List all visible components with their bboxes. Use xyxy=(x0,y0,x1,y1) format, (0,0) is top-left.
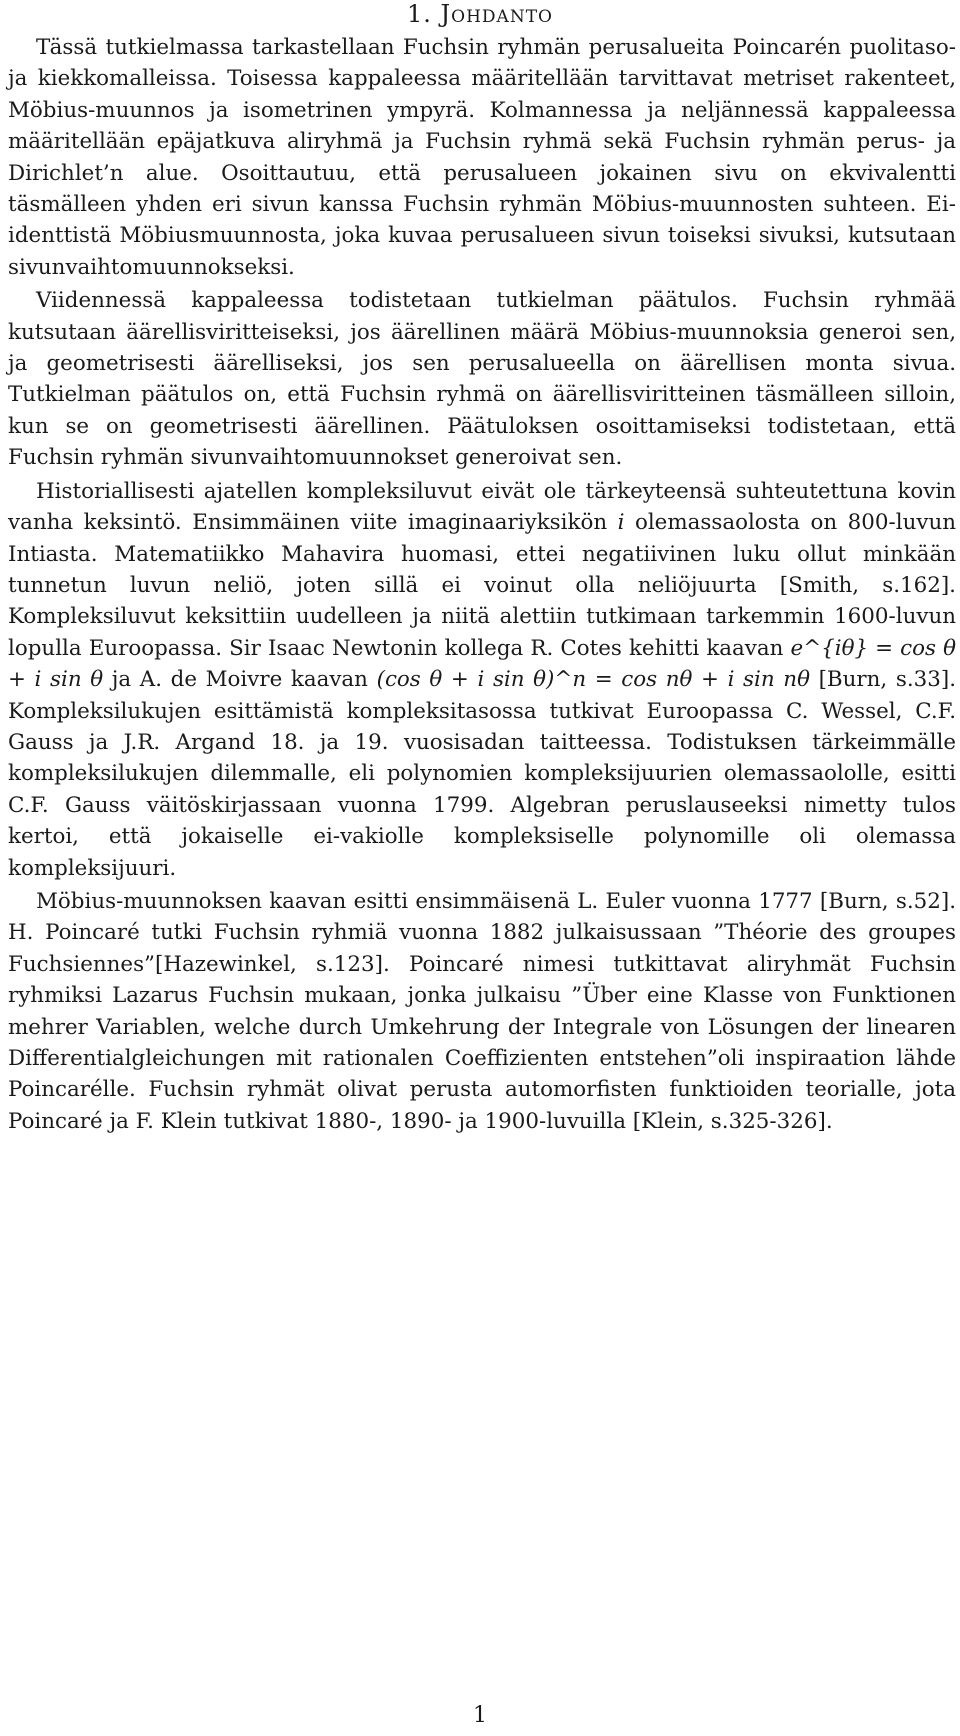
de-moivre-formula: (cos θ + i sin θ)^n = cos nθ + i sin nθ xyxy=(376,667,810,693)
paragraph-mobius-history: Möbius-muunnoksen kaavan esitti ensimmäisenä L. Euler vuonna 1777 [Burn, s.52]. H. Poincaré tutki Fuchsin ryhmiä vuonna 1882 julkaisussaan ”Théorie des groupes Fuchsiennes”[Hazewinkel, s.123]. Poincaré nimesi tutkittavat aliryhmät Fuchsin ryhmiksi Lazarus Fuchsin mukaan, jonka julkaisu ”Über eine Klasse von Funktionen mehrer Variablen, welche durch Umkehrung der Integrale von Lösungen der linearen Differentialgleichungen mit rationalen Coeffizienten entstehen”oli inspiraation lähde Poincarélle. Fuchsin ryhmät olivat perusta automorfisten funktioiden teorialle, jota Poincaré ja F. Klein tutkivat 1880-, 1890- ja 1900-luvuilla [Klein, s.325-326]. xyxy=(8,888,956,1134)
imaginary-unit-symbol: i xyxy=(617,510,625,536)
section-number: 1. xyxy=(407,0,432,28)
history-text-2: olemassaolosta on 800-luvun Intiasta. Matematiikko Mahavira huomasi, ettei negatiivinen luku ollut minkään tunnetun luvun neliö, joten sillä ei voinut olla neliöjuurta [Smith, s.162]. Kompleksiluvut keksittiin uudelleen ja niitä alettiin tutkimaan tarkemmin 1600-luvun lopulla Euroopassa. Sir Isaac Newtonin kollega R. Cotes kehitti kaavan xyxy=(8,510,956,661)
euler-formula: e^{iθ} = cos θ + i sin θ xyxy=(8,635,956,693)
paragraph-intro: Tässä tutkielmassa tarkastellaan Fuchsin ryhmän perusalueita Poincarén puolitaso- ja kiekkomalleissa. Toisessa kappaleessa määritellään tarvittavat metriset rakenteet, Möbius-muunnos ja isometrinen ympyrä. Kolmannessa ja neljännessä kappaleessa määritellään epäjatkuva aliryhmä ja Fuchsin ryhmä sekä Fuchsin ryhmän perus- ja Dirichlet’n alue. Osoittautuu, että perusalueen jokainen sivu on ekvivalentti täsmälleen yhden eri sivun kanssa Fuchsin ryhmän Möbius-muunnosten suhteen. Ei-identtistä Möbiusmuunnosta, joka kuvaa perusalueen sivun toiseksi sivuksi, kutsutaan sivunvaihtomuunnokseksi. xyxy=(8,35,956,280)
history-text-1: Historiallisesti ajatellen kompleksiluvut eivät ole tärkeyteensä suhteutettuna kovin vanha keksintö. Ensimmäinen viite imaginaariyksikön xyxy=(8,478,956,536)
paragraph-history xyxy=(8,476,956,884)
paragraph-main-result: Viidennessä kappaleessa todistetaan tutkielman päätulos. Fuchsin ryhmää kutsutaan äärellisviritteiseksi, jos äärellinen määrä Möbius-muunnoksia generoi sen, ja geometrisesti äärelliseksi, jos sen perusalueella on äärellisen monta sivua. Tutkielman päätulos on, että Fuchsin ryhmä on äärellisviritteinen täsmälleen silloin, kun se on geometrisesti äärellinen. Päätuloksen osoittamiseksi todistetaan, että Fuchsin ryhmän sivunvaihtomuunnokset generoivat sen. xyxy=(8,288,956,471)
history-text-4: [Burn, s.33]. Kompleksilukujen esittämistä kompleksitasossa tutkivat Euroopassa C. Wessel, C.F. Gauss ja J.R. Argand 18. ja 19. vuosisadan taitteessa. Todistuksen tärkeimmälle kompleksilukujen dilemmalle, eli polynomien kompleksijuurien olemassaololle, esitti C.F. Gauss väitöskirjassaan vuonna 1799. Algebran peruslauseeksi nimetty tulos kertoi, että jokaiselle ei-vakiolle kompleksiselle polynomille oli olemassa kompleksijuuri. xyxy=(8,667,956,881)
page-number: 1 xyxy=(473,1703,487,1728)
body-text xyxy=(8,32,956,1137)
section-title: Johdanto xyxy=(440,0,553,28)
history-text-3: ja A. de Moivre kaavan xyxy=(103,667,377,693)
section-heading xyxy=(0,2,960,26)
